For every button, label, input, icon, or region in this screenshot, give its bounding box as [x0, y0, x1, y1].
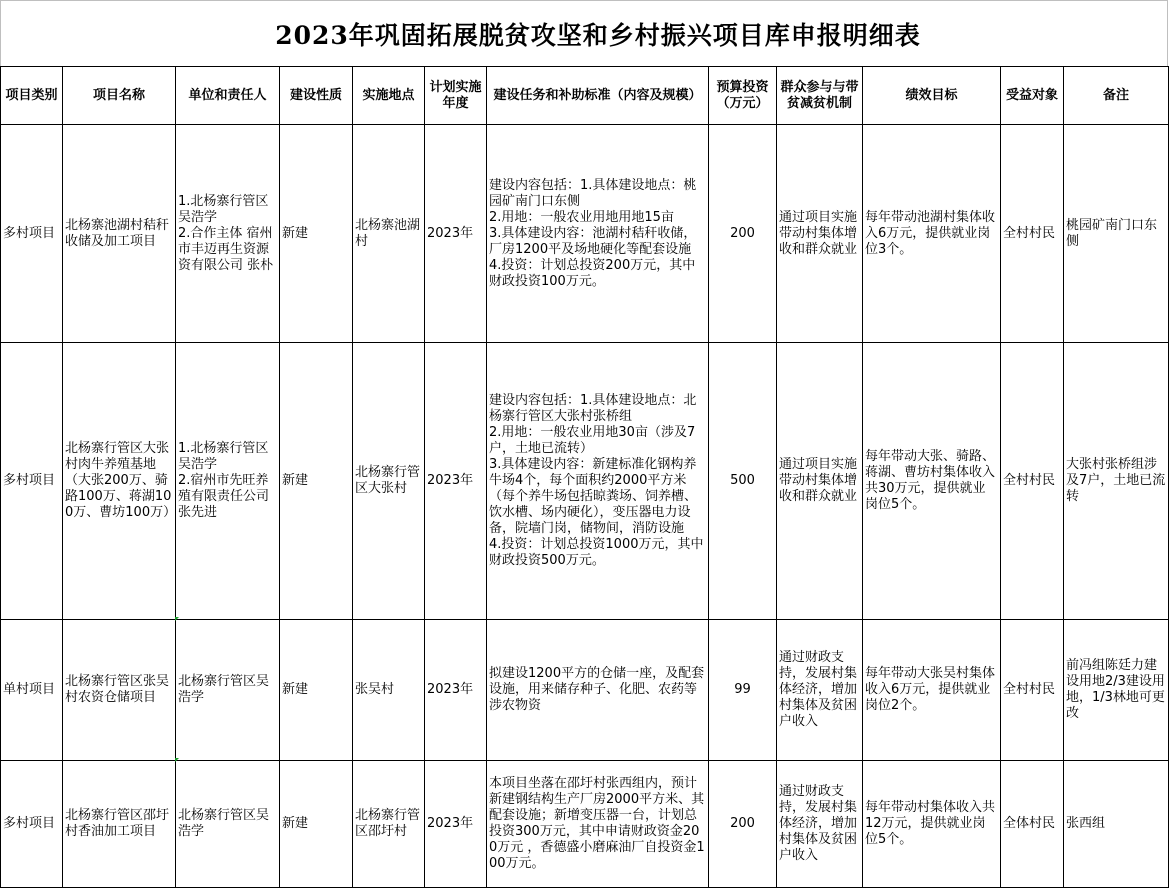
cell-remark: 张西组 [1064, 761, 1169, 888]
table-row [1, 343, 1169, 620]
cell-name: 北杨寨行管区邵圩村香油加工项目 [63, 761, 176, 888]
table-row [1, 125, 1169, 343]
header-mechanism: 群众参与与带贫减贫机制 [777, 67, 863, 125]
cell-mechanism: 通过项目实施带动村集体增收和群众就业 [777, 125, 863, 343]
project-table [0, 66, 1169, 888]
cell-mechanism: 通过财政支持，发展村集体经济，增加村集体及贫困户收入 [777, 620, 863, 761]
cell-unit: 1.北杨寨行管区 吴浩学 2.合作主体 宿州市丰迈再生资源资有限公司 张朴 [176, 125, 280, 343]
cell-nature: 新建 [280, 343, 353, 620]
header-unit: 单位和责任人 [176, 67, 280, 125]
cell-mechanism: 通过项目实施带动村集体增收和群众就业 [777, 343, 863, 620]
cell-goal: 每年带动村集体收入共12万元，提供就业岗位5个。 [863, 761, 1001, 888]
cell-remark: 大张村张桥组涉及7户，土地已流转 [1064, 343, 1169, 620]
cell-category: 多村项目 [1, 761, 63, 888]
table-row [1, 620, 1169, 761]
cell-year: 2023年 [425, 125, 487, 343]
cell-budget: 200 [709, 761, 777, 888]
cell-location: 北杨寨行管区大张村 [353, 343, 425, 620]
header-name: 项目名称 [63, 67, 176, 125]
cell-year: 2023年 [425, 620, 487, 761]
cell-nature: 新建 [280, 620, 353, 761]
cell-name: 北杨寨池湖村秸秆收储及加工项目 [63, 125, 176, 343]
header-goal: 绩效目标 [863, 67, 1001, 125]
cell-year: 2023年 [425, 761, 487, 888]
header-budget: 预算投资（万元） [709, 67, 777, 125]
cell-beneficiary: 全体村民 [1001, 761, 1064, 888]
cell-mechanism: 通过财政支持，发展村集体经济，增加村集体及贫困户收入 [777, 761, 863, 888]
cell-category: 多村项目 [1, 125, 63, 343]
cell-beneficiary: 全村村民 [1001, 620, 1064, 761]
cell-task: 建设内容包括：1.具体建设地点：北杨寨行管区大张村张桥组 2.用地：一般农业用地30亩（涉及7户，土地已流转） 3.具体建设内容：新建标准化钢构养牛场4个，每个面积约2000平方米（每个养牛场包括晾粪场、饲养槽、饮水槽、场内硬化），变压器电力设备，院墙门岗，储物间，消防设施 4.投资：计划总投资1000万元，其中财政投资500万元。 [487, 343, 709, 620]
cell-remark: 前冯组陈廷力建设用地2/3建设用地，1/3林地可更改 [1064, 620, 1169, 761]
header-location: 实施地点 [353, 67, 425, 125]
cell-remark: 桃园矿南门口东侧 [1064, 125, 1169, 343]
table-row [1, 761, 1169, 888]
cell-nature: 新建 [280, 125, 353, 343]
header-task: 建设任务和补助标准（内容及规模） [487, 67, 709, 125]
cell-task: 拟建设1200平方的仓储一座，及配套设施，用来储存种子、化肥、农药等涉农物资 [487, 620, 709, 761]
cell-category: 多村项目 [1, 343, 63, 620]
header-beneficiary: 受益对象 [1001, 67, 1064, 125]
cell-task: 建设内容包括：1.具体建设地点：桃园矿南门口东侧 2.用地：一般农业用地用地15亩 3.具体建设内容：池湖村秸秆收储，厂房1200平及场地硬化等配套设施 4.投资：计划总投资200万元，其中财政投资100万元。 [487, 125, 709, 343]
cell-name: 北杨寨行管区大张村肉牛养殖基地（大张200万、骑路100万、蒋湖100万、曹坊100万） [63, 343, 176, 620]
header-remark: 备注 [1064, 67, 1169, 125]
title-row [0, 0, 1168, 67]
header-nature: 建设性质 [280, 67, 353, 125]
header-year: 计划实施年度 [425, 67, 487, 125]
cell-nature: 新建 [280, 761, 353, 888]
cell-location: 北杨寨行管区邵圩村 [353, 761, 425, 888]
cell-goal: 每年带动大张、骑路、蒋湖、曹坊村集体收入共30万元，提供就业岗位5个。 [863, 343, 1001, 620]
cell-goal: 每年带动大张吴村集体收入6万元，提供就业岗位2个。 [863, 620, 1001, 761]
cell-task: 本项目坐落在邵圩村张西组内，预计新建钢结构生产厂房2000平方米、其配套设施；新增变压器一台，计划总投资300万元，其中申请财政资金200万元 ，香德盛小磨麻油厂自投资金100万元。 [487, 761, 709, 888]
cell-budget: 500 [709, 343, 777, 620]
cell-budget: 200 [709, 125, 777, 343]
cell-location: 北杨寨池湖村 [353, 125, 425, 343]
cell-beneficiary: 全村村民 [1001, 343, 1064, 620]
cell-goal: 每年带动池湖村集体收入6万元，提供就业岗位3个。 [863, 125, 1001, 343]
cell-year: 2023年 [425, 343, 487, 620]
cell-name: 北杨寨行管区张吴村农资仓储项目 [63, 620, 176, 761]
cell-budget: 99 [709, 620, 777, 761]
cell-beneficiary: 全村村民 [1001, 125, 1064, 343]
cell-unit: 北杨寨行管区吴浩学 [176, 761, 280, 888]
header-category: 项目类别 [1, 67, 63, 125]
header-row [1, 67, 1169, 125]
page-title: 2023年巩固拓展脱贫攻坚和乡村振兴项目库申报明细表 [275, 21, 921, 50]
cell-location: 张吴村 [353, 620, 425, 761]
cell-unit: 北杨寨行管区吴浩学 [176, 620, 280, 761]
cell-unit: 1.北杨寨行管区 吴浩学 2.宿州市先旺养殖有限责任公司 张先进 [176, 343, 280, 620]
cell-category: 单村项目 [1, 620, 63, 761]
